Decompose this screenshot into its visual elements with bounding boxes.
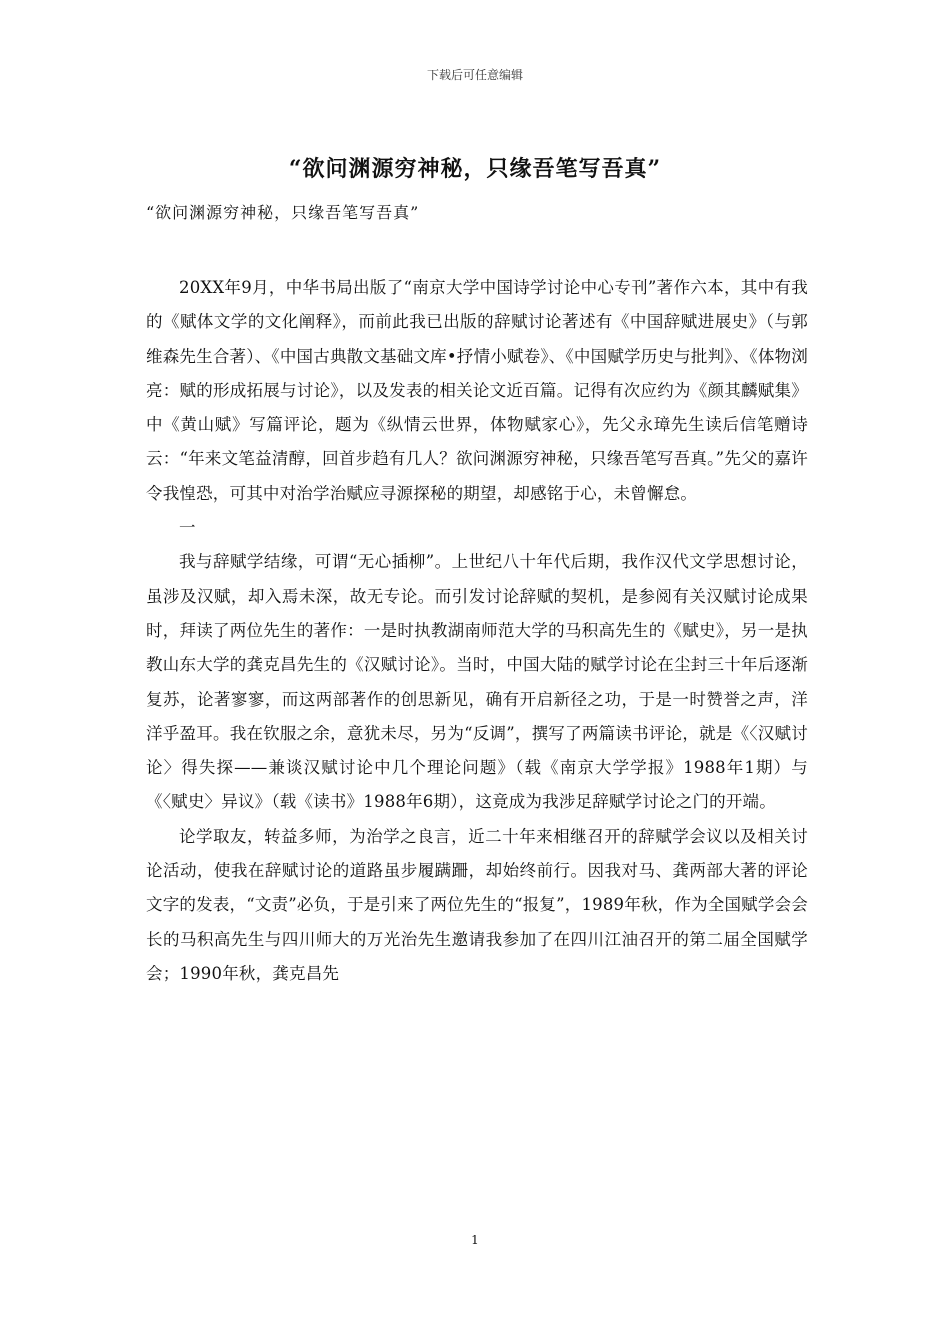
- document-title: “欲问渊源穷神秘，只缘吾笔写吾真”: [288, 156, 662, 182]
- page-number: 1: [471, 1233, 479, 1247]
- paragraph-conferences: 论学取友，转益多师，为治学之良言，近二十年来相继召开的辞赋学会议以及相关讨论活动，使我在辞赋讨论的道路虽步履蹒跚，却始终前行。因我对马、龚两部大著的评论文字的发表，“文责”必负，于是引来了两位先生的“报复”，1989年秋，作为全国赋学会会长的马积高先生与四川师大的万光治先生邀请我参加了在四川江油召开的第二届全国赋学会；1990年秋，龚克昌先: [146, 826, 808, 983]
- document-subtitle: “欲问渊源穷神秘，只缘吾笔写吾真”: [146, 203, 420, 222]
- body-text: [146, 271, 808, 991]
- paragraph-origin: 我与辞赋学结缘，可谓“无心插柳”。上世纪八十年代后期，我作汉代文学思想讨论，虽涉及汉赋，却入焉未深，故无专论。而引发讨论辞赋的契机，是参阅有关汉赋讨论成果时，拜读了两位先生的著作：一是时执教湖南师范大学的马积高先生的《赋史》，另一是执教山东大学的龚克昌先生的《汉赋讨论》。当时，中国大陆的赋学讨论在尘封三十年后逐渐复苏，论著寥寥，而这两部著作的创思新见，确有开启新径之功，于是一时赞誉之声，洋洋乎盈耳。我在钦服之余，意犹未尽，另为“反调”，撰写了两篇读书评论，就是《〈汉赋讨论〉得失探——兼谈汉赋讨论中几个理论问题》（载《南京大学学报》1988年1期）与《〈赋史〉异议》（载《读书》1988年6期），这竟成为我涉足辞赋学讨论之门的开端。: [146, 552, 808, 812]
- paragraph-intro: 20XX年9月，中华书局出版了“南京大学中国诗学讨论中心专刊”著作六本，其中有我的《赋体文学的文化阐释》，而前此我已出版的辞赋讨论著述有《中国辞赋进展史》（与郭维森先生合著）、《中国古典散文基础文库•抒情小赋卷》、《中国赋学历史与批判》、《体物浏亮：赋的形成拓展与讨论》，以及发表的相关论文近百篇。记得有次应约为《颜其麟赋集》中《黄山赋》写篇评论，题为《纵情云世界，体物赋家心》，先父永璋先生读后信笔赠诗云：“年来文笔益清醇，回首步趋有几人？欲问渊源穷神秘，只缘吾笔写吾真。”先父的嘉许令我惶恐，可其中对治学治赋应寻源探秘的期望，却感铭于心，未曾懈怠。: [146, 278, 808, 503]
- header-note: 下载后可任意编辑: [426, 68, 523, 82]
- section-number: 一: [179, 518, 196, 538]
